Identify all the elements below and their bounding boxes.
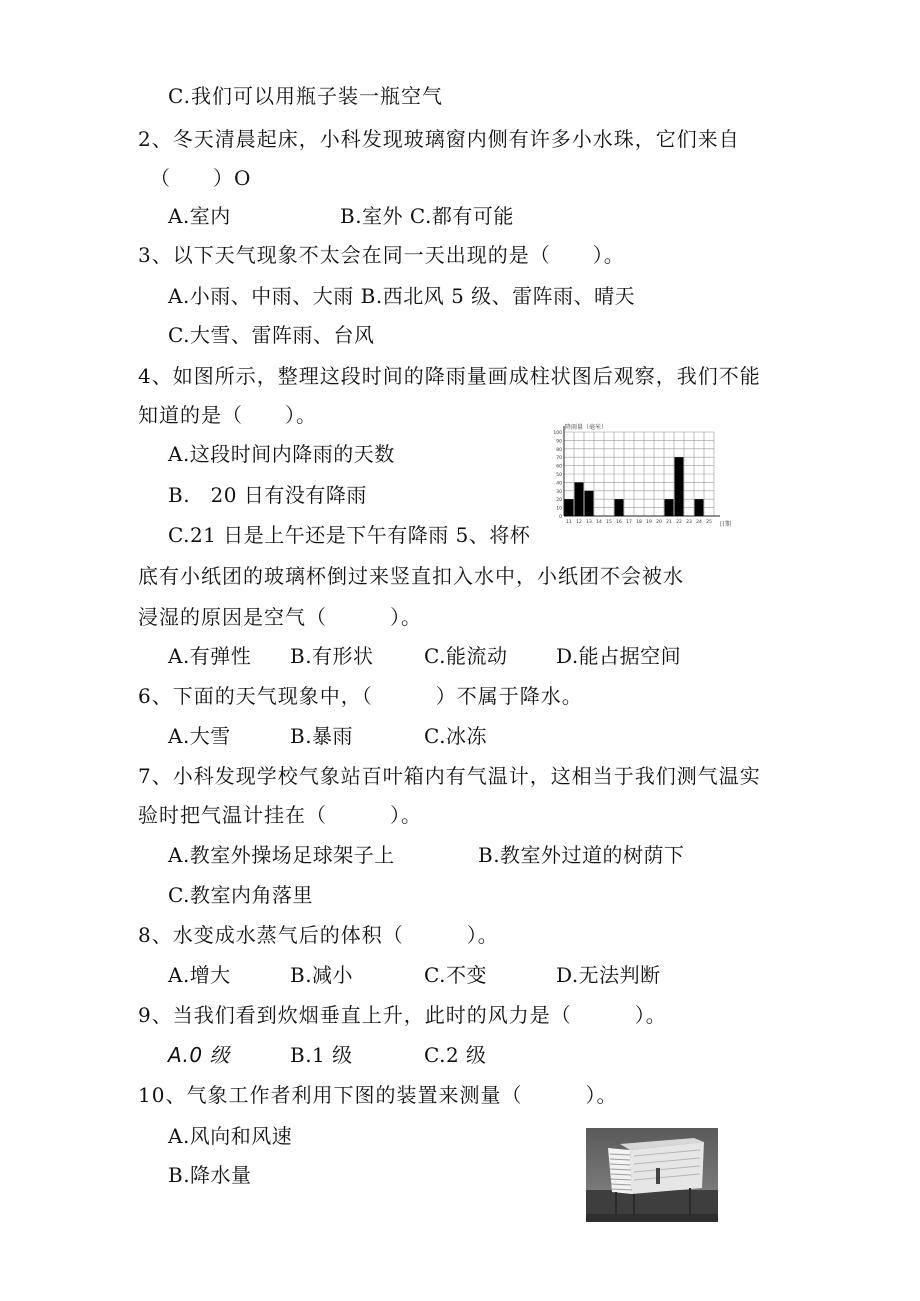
option-a-q10: A.风向和风速 bbox=[168, 1124, 293, 1148]
chart-xtick-label: 18 bbox=[636, 520, 642, 525]
option-b-q6: B.暴雨 bbox=[290, 724, 354, 748]
chart-xtick-label: 24 bbox=[696, 520, 702, 525]
chart-ytick-label: 20 bbox=[556, 498, 562, 504]
rainfall-bar-chart bbox=[548, 420, 740, 542]
question-3: 3、以下天气现象不太会在同一天出现的是（ ）。 bbox=[138, 243, 625, 267]
option-b-q8: B.减小 bbox=[290, 963, 354, 987]
option-d-q5: D.能占据空间 bbox=[556, 644, 682, 668]
question-9: 9、当我们看到炊烟垂直上升，此时的风力是（ ）。 bbox=[138, 1003, 667, 1027]
chart-xtick-label: 12 bbox=[576, 520, 582, 525]
chart-ytick-label: 90 bbox=[556, 439, 562, 445]
option-a-q6: A.大雪 bbox=[168, 724, 231, 748]
chart-ytick-label: 70 bbox=[556, 456, 562, 462]
chart-ytick-label: 50 bbox=[556, 473, 562, 478]
question-10: 10、气象工作者利用下图的装置来测量（ ）。 bbox=[138, 1083, 618, 1107]
question-4-cont: 知道的是（ ）。 bbox=[138, 403, 317, 427]
chart-bar bbox=[585, 491, 594, 516]
question-4: 4、如图所示，整理这段时间的降雨量画成柱状图后观察，我们不能 bbox=[138, 364, 761, 388]
option-b-q7: B.教室外过道的树荫下 bbox=[478, 843, 685, 867]
chart-xtick-label: 25 bbox=[706, 520, 712, 525]
chart-xtick-label: 22 bbox=[676, 520, 682, 525]
chart-xtick-label: 14 bbox=[596, 520, 602, 525]
option-b-q10: B.降水量 bbox=[168, 1163, 252, 1187]
question-2: 2、冬天清晨起床，小科发现玻璃窗内侧有许多小水珠，它们来自 bbox=[138, 127, 740, 151]
option-c-q8: C.不变 bbox=[424, 963, 487, 987]
option-c-q9: C.2 级 bbox=[424, 1043, 487, 1067]
chart-xtick-label: 15 bbox=[606, 520, 612, 525]
option-a-q4: A.这段时间内降雨的天数 bbox=[168, 442, 395, 466]
chart-xtick-label: 23 bbox=[686, 520, 692, 525]
chart-ytick-label: 100 bbox=[553, 431, 562, 436]
chart-ytick-label: 0 bbox=[559, 515, 562, 520]
chart-bar bbox=[615, 499, 624, 516]
chart-ytick-label: 40 bbox=[556, 481, 562, 487]
chart-ylabel: 降雨量（毫米） bbox=[565, 424, 608, 431]
chart-ytick-label: 10 bbox=[556, 506, 562, 512]
option-b-q5: B.有形状 bbox=[290, 644, 374, 668]
chart-xtick-label: 11 bbox=[566, 520, 572, 525]
option-c-q1: C.我们可以用瓶子装一瓶空气 bbox=[168, 84, 443, 108]
instrument-shelter-photo bbox=[586, 1128, 718, 1222]
option-c-q7: C.教室内角落里 bbox=[168, 883, 313, 907]
question-7: 7、小科发现学校气象站百叶箱内有气温计，这相当于我们测气温实 bbox=[138, 764, 761, 788]
chart-xtick-label: 16 bbox=[616, 520, 622, 525]
question-6: 6、下面的天气现象中，（ ）不属于降水。 bbox=[138, 684, 583, 708]
option-a-q5: A.有弹性 bbox=[168, 644, 252, 668]
chart-xtick-label: 19 bbox=[646, 520, 652, 525]
chart-bar bbox=[565, 499, 574, 516]
option-a-q9: A.0 级 bbox=[168, 1043, 230, 1067]
option-a-q7: A.教室外操场足球架子上 bbox=[168, 843, 395, 867]
option-b-q4: B. 20 日有没有降雨 bbox=[168, 483, 367, 507]
option-a-q2: A.室内 bbox=[168, 204, 231, 228]
option-c-q6: C.冰冻 bbox=[424, 724, 487, 748]
option-c-q4: C.21 日是上午还是下午有降雨 5、将杯 bbox=[168, 523, 531, 547]
chart-bar bbox=[575, 482, 584, 516]
question-7-cont: 验时把气温计挂在（ ）。 bbox=[138, 803, 422, 827]
question-8: 8、水变成水蒸气后的体积（ ）。 bbox=[138, 923, 499, 947]
option-b-q9: B.1 级 bbox=[290, 1043, 353, 1067]
chart-ytick-label: 80 bbox=[556, 447, 562, 453]
chart-xtick-label: 17 bbox=[626, 520, 632, 525]
option-c-q3: C.大雪、雷阵雨、台风 bbox=[168, 323, 375, 347]
option-bc-q2: B.室外 C.都有可能 bbox=[340, 204, 514, 228]
chart-bar bbox=[675, 457, 684, 516]
question-5-cont: 底有小纸团的玻璃杯倒过来竖直扣入水中，小纸团不会被水 bbox=[138, 564, 684, 588]
chart-ytick-label: 30 bbox=[556, 489, 562, 495]
option-a-q8: A.增大 bbox=[168, 963, 231, 987]
chart-xtick-label: 13 bbox=[586, 520, 592, 525]
chart-bar bbox=[695, 499, 704, 516]
option-d-q8: D.无法判断 bbox=[556, 963, 661, 987]
option-ab-q3: A.小雨、中雨、大雨 B.西北风 5 级、雷阵雨、晴天 bbox=[168, 284, 636, 308]
chart-xtick-label: 20 bbox=[656, 520, 662, 525]
chart-xlabel: 日期 bbox=[719, 521, 732, 528]
option-c-q5: C.能流动 bbox=[424, 644, 508, 668]
chart-ytick-label: 60 bbox=[556, 464, 562, 470]
answer-blank-q2[interactable]: （ ）O bbox=[150, 166, 252, 190]
chart-xtick-label: 21 bbox=[666, 520, 672, 525]
question-5-stem: 浸湿的原因是空气（ ）。 bbox=[138, 605, 422, 629]
chart-bar bbox=[665, 499, 674, 516]
